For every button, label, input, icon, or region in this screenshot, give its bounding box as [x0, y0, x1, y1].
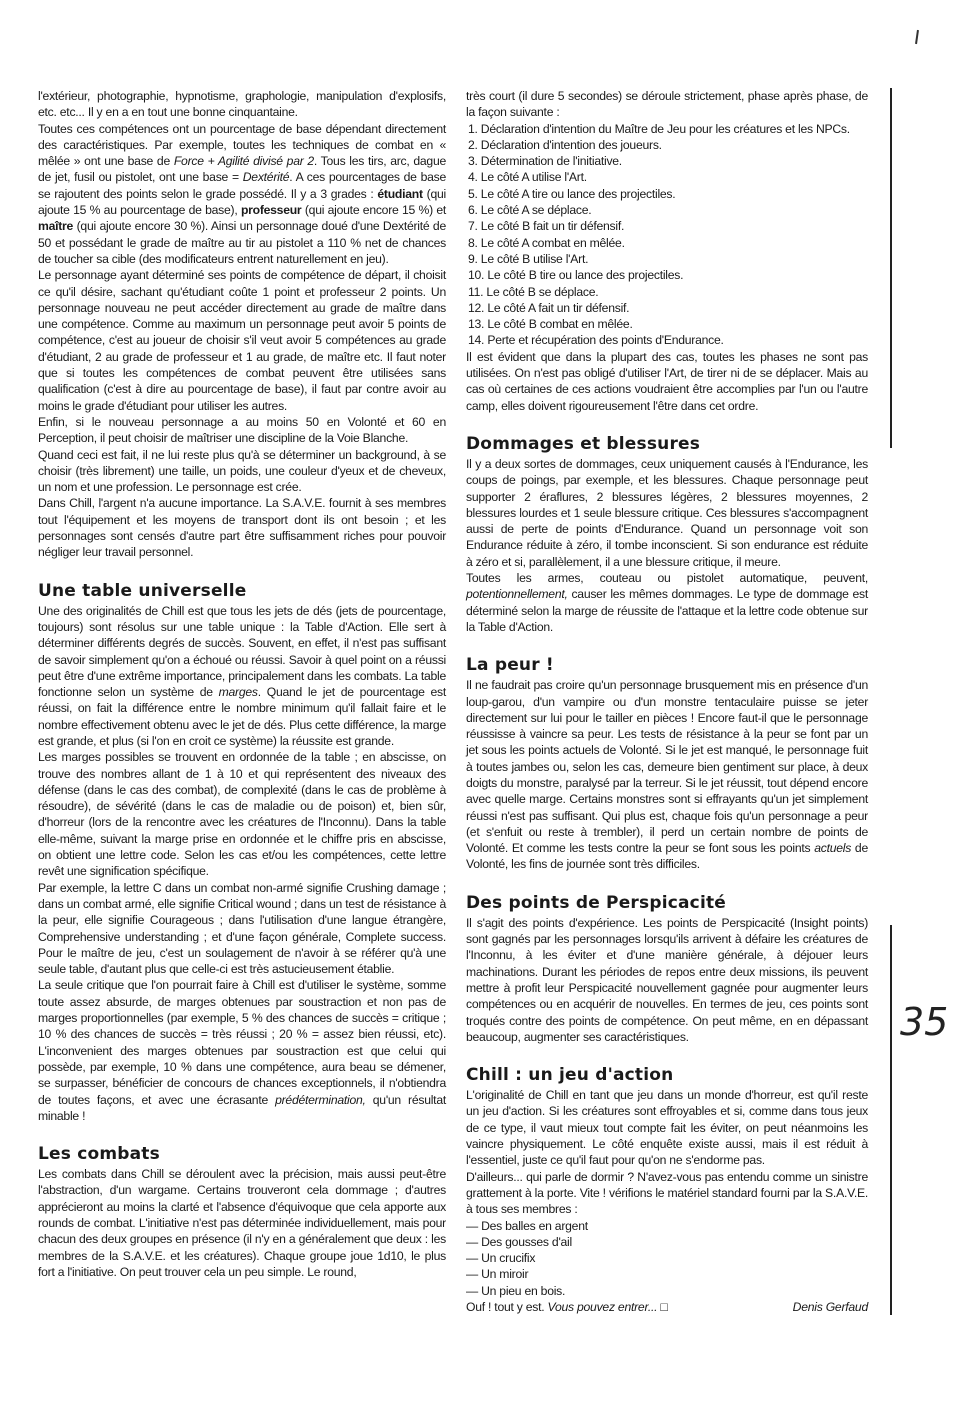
closing-line: [466, 1299, 868, 1315]
list-item: 14. Perte et récupération des points d'Endurance.: [468, 333, 724, 348]
column-rule: [890, 88, 892, 448]
paragraph: Par exemple, la lettre C dans un combat non-armé signifie Crushing damage ; dans un combat armé, elle signifie Critical wound ; dans un test de résistance à la peur, elle signifie Courageous ; dans l'utilisation d'une langue étrangère, Comprehensive understanding ; et d'une façon générale, Complete success. Pour le maître de jeu, c'est un soulagement de n'avoir à se référer qu'à une seule table, d'autant plus que celle-ci est très astucieusement établie.: [38, 880, 446, 977]
paragraph: Les marges possibles se trouvent en ordonnée de la table ; en abscisse, on trouve des nombres allant de 1 à 10 et qui représentent des niveaux des défense (dans le cas des combat), de complexité (dans le cas de problème à résoudre), de sévérité (dans le cas de maladie ou de poison) et, bien sûr, d'horreur (lors de la rencontre avec les créatures de l'Inconnu). Dans la table elle-même, suivant la marge prise en ordonnée et le chiffre pris en abscisse, on obtient une lettre code. Selon les cas et/ou les compétences, cette lettre revêt une signification spécifique.: [38, 750, 446, 879]
section-heading: Les combats: [38, 1144, 160, 1165]
list-item: 11. Le côté B se déplace.: [468, 284, 599, 299]
section-heading: La peur !: [466, 655, 554, 676]
list-item: 7. Le côté B fait un tir défensif.: [468, 219, 625, 234]
equipment-list: [466, 1218, 868, 1299]
paragraph: Dans Chill, l'argent n'a aucune importance. La S.A.V.E. fournit à ses membres tout l'équipement et les moyens de transport dont ils ont besoin ; et les personnages sont censés d'autre part être suffisamment riches pour pouvoir négliger leur travail personnel.: [38, 496, 446, 560]
paragraph: La seule critique que l'on pourrait faire à Chill est d'utiliser le système, somme toute assez absurde, de marges obtenues par soustraction et non pas de marges proportionnelles (par exemple, 5 % des chances de succès = critique ; 10 % des chances de succès = très réussi ; 20 % = assez bien réussi, etc). L'inconvenient des marges obtenues par soustraction est que celui qui possède, par exemple, 10 % dans une compétence, aura beau se démener, se surpasser, bénéficier de concours de chances exceptionnels, il n'obtiendra de toutes façons, et avec une écrasante prédétermination, qu'un résultat minable !: [38, 978, 446, 1123]
paragraph: Une des originalités de Chill est que tous les jets de dés (jets de pourcentage, toujours) sont résolus sur une table unique : la Table d'Action. Elle sert à déterminer différents degrés de succès. Souvent, en effet, il n'est pas suffisant de savoir simplement qu'on a échoué ou réussi. Savoir à quel point on a réussi peut être d'une extrême importance, principalement dans les combats. La table fonctionne selon un système de marges. Quand le jet de pourcentage est réussi, on fait la différence entre le nombre minimum qu'il fallait faire et le nombre effectivement obtenu avec le jet de dés. Plus cette différence, la marge est grande, et plus (si l'on en croit ce système) la réussite est grande.: [38, 603, 446, 748]
list-item: 10. Le côté B tire ou lance des projectiles.: [468, 268, 684, 283]
paragraph: Quand ceci est fait, il ne lui reste plus qu'à se déterminer un background, à se choisir (très librement) une taille, un poids, une couleur d'yeux et de cheveux, un nom et une profession. Le personnage est crée.: [38, 447, 446, 495]
list-item: — Un crucifix: [466, 1251, 536, 1266]
list-item: 2. Déclaration d'intention des joueurs.: [468, 137, 662, 152]
right-column: [466, 88, 868, 1315]
end-mark: □: [660, 1300, 668, 1314]
paragraph: Il y a deux sortes de dommages, ceux uniquement causés à l'Endurance, les coups de poings, par exemple, et les blessures. Chaque personnage peut supporter 2 éraflures, 2 blessures légères, 2 blessures moyennes, 2 blessures lourdes et 1 seule blessure critique. Ces blessures s'accompagnent aussi de perte de points d'Endurance. Quand un personnage voit son Endurance réduite à zéro, il tombe inconscient. Si son endurance est réduite à zéro et si, parallèlement, il a une blessure critique, il meure.: [466, 456, 868, 569]
list-item: — Un pieu en bois.: [466, 1283, 566, 1298]
section-heading: Dommages et blessures: [466, 433, 701, 454]
column-rule: [890, 925, 892, 1315]
list-item: 13. Le côté B combat en mêlée.: [468, 317, 633, 332]
list-item: 8. Le côté A combat en mêlée.: [468, 235, 625, 250]
paragraph: très court (il dure 5 secondes) se déroule strictement, phase après phase, de la façon suivante :: [466, 89, 868, 120]
closing-text: Ouf ! tout y est. Vous pouvez entrer... □: [466, 1300, 668, 1314]
section-heading: Chill : un jeu d'action: [466, 1065, 674, 1086]
paragraph: l'extérieur, photographie, hypnotisme, graphologie, manipulation d'explosifs, etc. etc... Il y en a en tout une bonne cinquantaine.: [38, 89, 446, 120]
list-item: — Des balles en argent: [466, 1218, 588, 1233]
paragraph: L'originalité de Chill en tant que jeu dans un monde d'horreur, est qu'il reste un jeu d'action. Si les créatures sont effroyables et si, comme dans tous jeux de ce type, il vaut mieux tout compte fait les éviter, on peut néanmoins les vaincre physiquement. Le côté enquête existe aussi, mais il est réduit à l'essentiel, juste ce qu'il faut pour qu'on ne s'endorme pas.: [466, 1088, 868, 1168]
paragraph: Il est évident que dans la plupart des cas, toutes les phases ne sont pas utilisées. On n'est pas obligé d'utiliser l'Art, de tirer ni de se déplacer. Mais au cas où certaines de ces actions voudraient être accomplies par l'un ou l'autre camp, elles doivent rigoureusement l'être dans cet ordre.: [466, 349, 868, 413]
list-item: 3. Détermination de l'initiative.: [468, 154, 622, 169]
phase-list: [466, 121, 868, 349]
list-item: — Des gousses d'ail: [466, 1234, 572, 1249]
list-item: — Un miroir: [466, 1267, 529, 1282]
paragraph: Le personnage ayant déterminé ses points de compétence de départ, il choisit ce qu'il désire, sachant qu'étudiant coûte 1 point et professeur 2 points. Un personnage nouveau ne peut accéder directement au grade de maître dans une compétence. Comme au maximum un personnage peut avoir 5 points de compétence, c'est au joueur de choisir s'il veut avoir 5 compétences au grade d'étudiant, 2 au grade de professeur et 1 au grade, de maître etc. Il faut noter que si toutes les compétences de combat peuvent être utilisées sans qualification (c'est à dire au pourcentage de base), il faut par contre avoir au moins le grade d'étudiant pour utiliser les autres.: [38, 268, 446, 413]
paragraph: Enfin, si le nouveau personnage a au moins 50 en Volonté et 60 en Perception, il peut choisir de maîtriser une discipline de la Voie Blanche.: [38, 414, 446, 446]
paragraph: Il s'agit des points d'expérience. Les points de Perspicacité (Insight points) sont gagnés par les personnages lorsqu'ils arrivent à défaire les créatures de l'Inconnu, à les éviter et d'une manière générale, à déjouer leurs machinations. Durant les périodes de repos entre deux missions, ils peuvent mettre à profit leur Perspicacité nouvellement gagnée pour augmenter leurs compétences ou en acquérir de nouvelles. En termes de jeu, ces points sont troqués contre des points de compétence. On peut même, en en dépassant beaucoup, augmenter ses caractéristiques.: [466, 915, 868, 1044]
paragraph: Toutes les armes, couteau ou pistolet automatique, peuvent, potentionnellement, causer les mêmes dommages. Le type de dommage est déterminé selon la marge de réussite de l'attaque et la lettre code obtenue sur la Table d'Action.: [466, 571, 868, 634]
paragraph: Il ne faudrait pas croire qu'un personnage brusquement mis en présence d'un loup-garou, d'un vampire ou d'un monstre tentaculaire puisse se jeter directement sur lui pour le tailler en pièces ! Encore faut-il que le personnage réussisse à vaincre sa peur. Les tests de résistance à la peur se font par un jet sous les points actuels de Volonté. Si le jet est manqué, le personnage fuit à toutes jambes ou, selon les cas, demeure bien gentiment sur place, à deux doigts du monstre, paralysé par la terreur. Si le jet réussit, tout dépend encore avec quelle marge. Certains monstres sont si effrayants qu'un jet simplement réussi n'est pas suffisant. Qui plus est, chaque fois qu'un personnage a peur (et s'enfuit ou reste à trembler), il perd un certain nombre de points de Volonté. Et comme les tests contre la peur se font sous les points actuels de Volonté, les fins de journée sont très difficiles.: [466, 678, 868, 872]
list-item: 6. Le côté A se déplace.: [468, 203, 592, 218]
paragraph: Les combats dans Chill se déroulent avec la précision, mais aussi peut-être l'abstraction, d'un wargame. Certains trouveront cela dommage ; d'autres apprécieront au moins la clarté et l'absence d'équivoque que cela apporte aux rounds de combat. L'initiative n'est pas déterminée individuellement, mais pour chacun des deux groupes en présence (il n'y en a généralement que deux : les membres de la S.A.V.E. et les créatures). Chaque groupe joue 1d10, le plus fort a l'initiative. On peut trouver cela un peu simple. Le round,: [38, 1167, 446, 1279]
list-item: 9. Le côté B utilise l'Art.: [468, 251, 589, 266]
list-item: 4. Le côté A utilise l'Art.: [468, 170, 587, 185]
list-item: 12. Le côté A fait un tir défensif.: [468, 300, 630, 315]
left-column: [38, 88, 446, 1280]
paragraph: D'ailleurs... qui parle de dormir ? N'avez-vous pas entendu comme un sinistre grattement à la porte. Vite ! vérifions le matériel standard fourni par la S.A.V.E. à tous ses membres :: [466, 1169, 868, 1217]
page-number: 35: [900, 1000, 949, 1044]
list-item: 1. Déclaration d'intention du Maître de Jeu pour les créatures et les NPCs.: [468, 121, 850, 136]
section-heading: Des points de Perspicacité: [466, 892, 727, 913]
section-heading: Une table universelle: [38, 580, 247, 601]
scan-mark: [915, 30, 919, 44]
author-signature: Denis Gerfaud: [792, 1300, 868, 1314]
paragraph: Toutes ces compétences ont un pourcentage de base dépendant directement des caractéristiques. Par exemple, toutes les techniques de combat en « mêlée » ont une base de Force + Agilité divisé par 2. Tous les tirs, arc, dague de jet, fusil ou pistolet, ont une base = Dextérité. A ces pourcentages de base se rajoutent des points selon le grade possédé. Il y a 3 grades : étudiant (qui ajoute 15 % au pourcentage de base), professeur (qui ajoute encore 15 %) et maître (qui ajoute encore 30 %). Ainsi un personnage doué d'une Dextérité de 50 et possédant le grade de maître au tir au pistolet a 110 % net de chances de toucher sa cible (des modificateurs entrent naturellement en jeu).: [38, 121, 446, 266]
list-item: 5. Le côté A tire ou lance des projectiles.: [468, 186, 676, 201]
